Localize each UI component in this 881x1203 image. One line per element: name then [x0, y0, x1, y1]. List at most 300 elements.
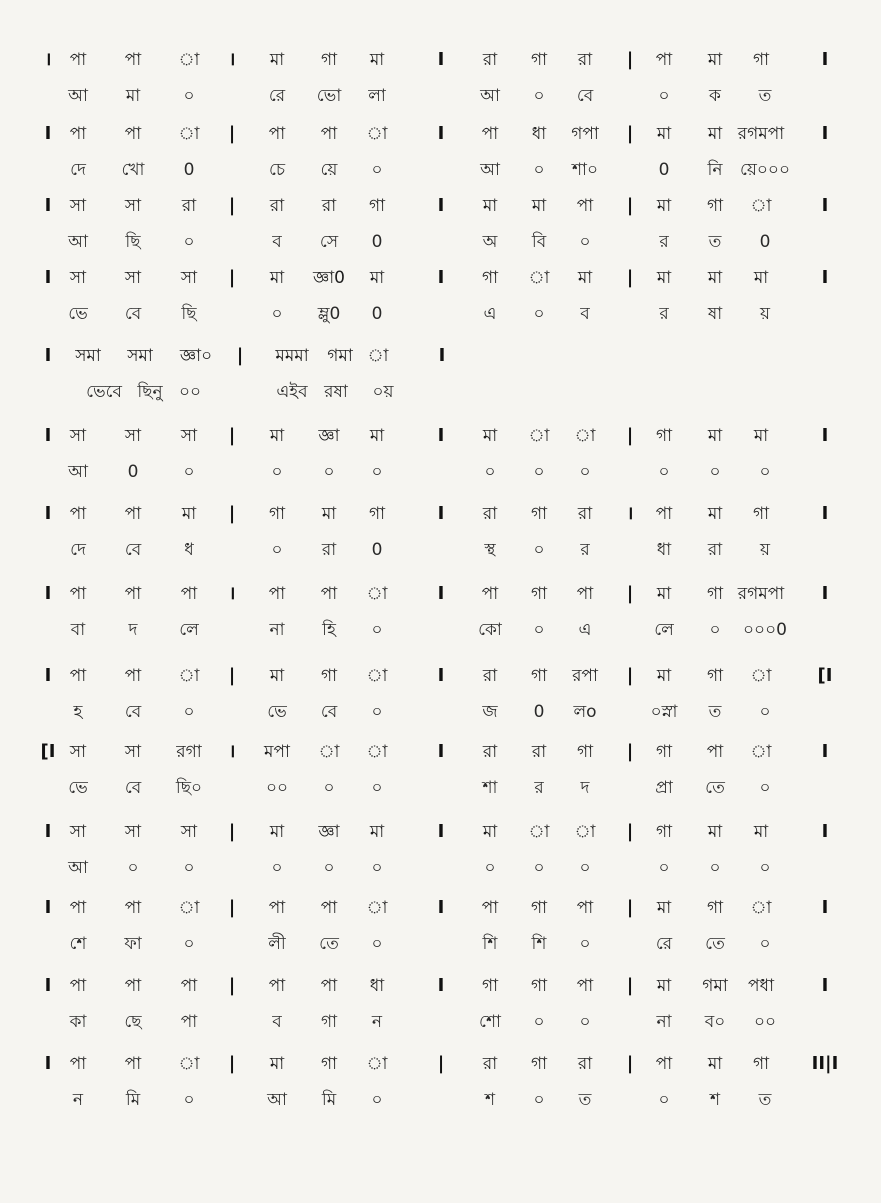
notation-stanza	[0, 968, 881, 1040]
swara-note: মা	[269, 1054, 285, 1074]
lyric-syllable: দ	[580, 778, 590, 798]
lyric-syllable: ০	[533, 1090, 545, 1110]
swara-note: মা	[656, 584, 672, 604]
lyric-syllable: ত	[758, 86, 772, 106]
swara-note: সা	[124, 426, 142, 446]
lyric-syllable: 0	[371, 304, 383, 324]
swara-note: গমা	[702, 976, 728, 996]
swara-note: মা	[181, 504, 197, 524]
swara-line	[0, 338, 881, 374]
swara-line	[0, 968, 881, 1004]
lyric-syllable: আ	[68, 86, 88, 106]
swara-note: া	[178, 666, 200, 686]
bar-line: I	[437, 665, 445, 686]
swara-note: া	[366, 1054, 388, 1074]
bar-line: |	[228, 665, 236, 686]
bar-line: |	[626, 49, 634, 70]
bar-line: I	[821, 975, 829, 996]
lyric-syllable: নি	[707, 160, 723, 180]
bar-line: |	[437, 1053, 445, 1074]
swara-note: মা	[369, 50, 385, 70]
swara-note: মা	[707, 1054, 723, 1074]
swara-note: পা	[576, 976, 594, 996]
notation-stanza	[0, 576, 881, 648]
lyric-syllable: বে	[124, 540, 142, 560]
swara-note: া	[366, 124, 388, 144]
swara-note: া	[528, 426, 550, 446]
swara-note: া	[366, 742, 388, 762]
swara-note: গা	[655, 426, 673, 446]
swara-note: মা	[656, 268, 672, 288]
notation-stanza	[0, 658, 881, 730]
lyric-syllable: রে	[655, 934, 673, 954]
lyric-line	[0, 1004, 881, 1040]
lyric-syllable: এ	[578, 620, 592, 640]
lyric-syllable: শে	[69, 934, 87, 954]
swara-note: া	[367, 346, 389, 366]
lyric-syllable: ০	[371, 778, 383, 798]
lyric-syllable: ভেবে	[86, 382, 122, 402]
lyric-syllable: পা	[180, 1012, 198, 1032]
swara-note: পা	[69, 666, 87, 686]
notation-stanza	[0, 116, 881, 188]
lyric-syllable: ষা	[707, 304, 723, 324]
bar-line: I	[821, 503, 829, 524]
swara-note: গা	[706, 584, 724, 604]
bar-line: |	[228, 503, 236, 524]
lyric-line	[0, 694, 881, 730]
lyric-syllable: ০	[709, 462, 721, 482]
notation-stanza	[0, 734, 881, 806]
lyric-syllable: দ	[128, 620, 138, 640]
bar-line: II|I	[811, 1053, 839, 1074]
swara-note: পা	[124, 50, 142, 70]
swara-line	[0, 658, 881, 694]
lyric-syllable: ব	[580, 304, 590, 324]
swara-note: গা	[268, 504, 286, 524]
swara-note: জ্ঞা০	[179, 346, 213, 366]
bar-line: |	[228, 425, 236, 446]
lyric-syllable: ০	[533, 858, 545, 878]
lyric-syllable: ছি	[181, 304, 197, 324]
lyric-syllable: ০	[658, 1090, 670, 1110]
swara-note: রা	[577, 1054, 593, 1074]
swara-note: সা	[124, 268, 142, 288]
swara-note: া	[528, 822, 550, 842]
bar-line: |	[626, 741, 634, 762]
swara-note: া	[366, 898, 388, 918]
lyric-syllable: আ	[68, 232, 88, 252]
lyric-syllable: র	[659, 304, 669, 324]
swara-note: পা	[481, 124, 499, 144]
lyric-syllable: 0	[658, 160, 670, 180]
swara-note: রগমপা	[737, 124, 785, 144]
lyric-syllable: তে	[319, 934, 339, 954]
lyric-syllable: ০	[658, 86, 670, 106]
swara-note: মা	[707, 822, 723, 842]
swara-note: গা	[530, 666, 548, 686]
lyric-syllable: ন	[371, 1012, 383, 1032]
lyric-syllable: ০	[658, 858, 670, 878]
lyric-syllable: ০	[759, 702, 771, 722]
lyric-syllable: ০	[759, 778, 771, 798]
lyric-syllable: ব	[272, 232, 282, 252]
swara-note: মা	[656, 898, 672, 918]
lyric-syllable: ০০	[753, 1012, 777, 1032]
swara-line	[0, 418, 881, 454]
bar-line: |	[626, 123, 634, 144]
bar-line: |	[626, 975, 634, 996]
lyric-syllable: শি	[482, 934, 498, 954]
bar-line: I	[821, 195, 829, 216]
swara-note: া	[178, 1054, 200, 1074]
bar-line: I	[44, 503, 52, 524]
swara-note: পা	[481, 898, 499, 918]
lyric-syllable: ত	[708, 702, 722, 722]
lyric-syllable: হি	[322, 620, 336, 640]
swara-note: মা	[321, 504, 337, 524]
swara-note: পা	[124, 976, 142, 996]
swara-note: পা	[576, 584, 594, 604]
swara-note: গা	[706, 666, 724, 686]
swara-note: পা	[124, 898, 142, 918]
lyric-syllable: ০	[371, 160, 383, 180]
swara-note: গমা	[327, 346, 353, 366]
lyric-syllable: ভো	[316, 86, 342, 106]
swara-note: মা	[482, 822, 498, 842]
swara-note: রপা	[572, 666, 598, 686]
lyric-syllable: ০০০0	[743, 620, 787, 640]
swara-note: রা	[321, 196, 337, 216]
lyric-line	[0, 770, 881, 806]
swara-note: া	[366, 666, 388, 686]
bar-line: I	[44, 123, 52, 144]
lyric-syllable: আ	[480, 160, 500, 180]
swara-note: পা	[124, 124, 142, 144]
swara-note: মা	[656, 666, 672, 686]
swara-note: পা	[655, 1054, 673, 1074]
lyric-syllable: প্রা	[655, 778, 673, 798]
bar-line: I	[44, 267, 52, 288]
bar-line: |	[626, 425, 634, 446]
lyric-syllable: ম্লু0	[317, 304, 341, 324]
lyric-syllable: ফা	[124, 934, 142, 954]
lyric-syllable: য়	[759, 540, 771, 560]
swara-note: রা	[577, 504, 593, 524]
lyric-syllable: 0	[371, 232, 383, 252]
bar-line: |	[626, 665, 634, 686]
lyric-syllable: ত	[758, 1090, 772, 1110]
swara-note: গা	[655, 822, 673, 842]
swara-note: গা	[530, 504, 548, 524]
swara-note: পা	[268, 898, 286, 918]
swara-note: া	[750, 742, 772, 762]
lyric-syllable: কো	[478, 620, 502, 640]
lyric-syllable: শি	[531, 934, 547, 954]
swara-note: মা	[707, 268, 723, 288]
lyric-syllable: ০	[183, 232, 195, 252]
lyric-syllable: মি	[125, 1090, 141, 1110]
lyric-syllable: ছি	[125, 232, 141, 252]
swara-note: রা	[482, 504, 498, 524]
swara-note: গা	[530, 898, 548, 918]
lyric-line	[0, 152, 881, 188]
swara-note: মা	[369, 268, 385, 288]
lyric-syllable: বে	[124, 304, 142, 324]
swara-note: া	[178, 50, 200, 70]
swara-note: মা	[577, 268, 593, 288]
lyric-syllable: ০	[579, 934, 591, 954]
swara-note: ধা	[531, 124, 547, 144]
lyric-syllable: স্থ	[484, 540, 496, 560]
lyric-syllable: ০	[271, 540, 283, 560]
lyric-syllable: র	[534, 778, 544, 798]
notation-stanza	[0, 418, 881, 490]
lyric-syllable: ০০	[265, 778, 289, 798]
lyric-syllable: ভে	[68, 304, 88, 324]
lyric-syllable: ০	[533, 462, 545, 482]
lyric-syllable: ০	[271, 462, 283, 482]
swara-note: জ্ঞা	[318, 822, 340, 842]
swara-line	[0, 1046, 881, 1082]
lyric-syllable: ০	[371, 934, 383, 954]
lyric-syllable: ০	[371, 1090, 383, 1110]
lyric-syllable: ০	[271, 304, 283, 324]
swara-note: রা	[482, 666, 498, 686]
bar-line: ।	[228, 583, 236, 604]
lyric-syllable: ০	[183, 858, 195, 878]
swara-note: গা	[530, 584, 548, 604]
lyric-syllable: খো	[121, 160, 145, 180]
lyric-syllable: য়ে০০০	[739, 160, 791, 180]
swara-note: গা	[530, 976, 548, 996]
lyric-syllable: ধ	[184, 540, 194, 560]
lyric-syllable: ০	[579, 858, 591, 878]
swara-note: পা	[320, 124, 338, 144]
lyric-syllable: শ	[709, 1090, 721, 1110]
swara-note: সা	[69, 426, 87, 446]
lyric-syllable: ০	[759, 462, 771, 482]
lyric-syllable: ধা	[656, 540, 672, 560]
bar-line: I	[437, 821, 445, 842]
notation-stanza	[0, 1046, 881, 1118]
lyric-syllable: ত	[708, 232, 722, 252]
lyric-syllable: আ	[68, 462, 88, 482]
swara-note: গা	[752, 504, 770, 524]
swara-note: পা	[124, 504, 142, 524]
swara-note: ধা	[369, 976, 385, 996]
swara-note: পা	[69, 584, 87, 604]
swara-note: সা	[124, 196, 142, 216]
bar-line: I	[437, 897, 445, 918]
swara-note: সা	[124, 742, 142, 762]
lyric-syllable: গা	[320, 1012, 338, 1032]
lyric-syllable: র	[580, 540, 590, 560]
bar-line: I	[437, 49, 445, 70]
lyric-syllable: ন	[72, 1090, 84, 1110]
swara-note: সা	[69, 196, 87, 216]
lyric-line	[0, 1082, 881, 1118]
lyric-syllable: এইব	[276, 382, 308, 402]
swara-note: রা	[482, 1054, 498, 1074]
swara-note: মা	[656, 196, 672, 216]
lyric-syllable: বা	[70, 620, 86, 640]
swara-note: গা	[576, 742, 594, 762]
swara-note: গা	[368, 504, 386, 524]
lyric-syllable: বে	[124, 702, 142, 722]
bar-line: |	[626, 897, 634, 918]
swara-note: মা	[369, 822, 385, 842]
swara-note: রা	[531, 742, 547, 762]
bar-line: I	[437, 503, 445, 524]
swara-note: রা	[269, 196, 285, 216]
swara-note: সমা	[75, 346, 101, 366]
swara-note: গা	[706, 196, 724, 216]
notation-stanza	[0, 42, 881, 114]
lyric-syllable: হ	[73, 702, 83, 722]
bar-line: I	[44, 665, 52, 686]
swara-note: পা	[124, 1054, 142, 1074]
lyric-syllable: ০	[579, 232, 591, 252]
lyric-syllable: ০	[709, 858, 721, 878]
swara-note: া	[750, 898, 772, 918]
lyric-syllable: সে	[319, 232, 339, 252]
swara-line	[0, 890, 881, 926]
swara-note: মা	[656, 976, 672, 996]
bar-line: I	[44, 345, 52, 366]
bar-line: I	[821, 583, 829, 604]
lyric-line	[0, 224, 881, 260]
swara-note: গা	[320, 666, 338, 686]
lyric-syllable: ০স্না	[650, 702, 678, 722]
lyric-syllable: 0	[127, 462, 139, 482]
bar-line: |	[228, 1053, 236, 1074]
swara-note: গা	[530, 50, 548, 70]
swara-note: গা	[481, 268, 499, 288]
notation-stanza	[0, 188, 881, 260]
bar-line: |	[228, 195, 236, 216]
bar-line: I	[44, 425, 52, 446]
swara-line	[0, 188, 881, 224]
swara-note: মা	[707, 426, 723, 446]
swara-note: জ্ঞা0	[312, 268, 346, 288]
notation-stanza	[0, 338, 881, 410]
lyric-syllable: ০	[271, 858, 283, 878]
swara-note: গা	[530, 1054, 548, 1074]
swara-note: পধা	[748, 976, 774, 996]
swara-note: া	[750, 666, 772, 686]
lyric-syllable: ০	[371, 702, 383, 722]
lyric-syllable: ০	[183, 462, 195, 482]
lyric-syllable: বে	[124, 778, 142, 798]
swara-note: সমা	[127, 346, 153, 366]
lyric-syllable: লo	[573, 702, 597, 722]
swara-note: রগমপা	[737, 584, 785, 604]
swara-note: পা	[268, 124, 286, 144]
swara-note: মা	[269, 268, 285, 288]
lyric-syllable: এ	[483, 304, 497, 324]
swara-line	[0, 496, 881, 532]
lyric-syllable: রা	[707, 540, 723, 560]
lyric-syllable: আ	[480, 86, 500, 106]
swara-note: মা	[753, 426, 769, 446]
lyric-syllable: য়	[759, 304, 771, 324]
bar-line: I	[821, 49, 829, 70]
swara-note: মা	[269, 666, 285, 686]
lyric-syllable: ০	[533, 304, 545, 324]
lyric-syllable: রা	[321, 540, 337, 560]
swara-note: া	[318, 742, 340, 762]
bar-line: I	[821, 267, 829, 288]
bar-line: |	[228, 123, 236, 144]
swara-note: রগা	[176, 742, 202, 762]
lyric-syllable: ০	[183, 702, 195, 722]
lyric-syllable: ০	[658, 462, 670, 482]
bar-line: I	[437, 741, 445, 762]
lyric-syllable: দে	[70, 160, 86, 180]
swara-note: পা	[69, 898, 87, 918]
lyric-syllable: লী	[268, 934, 286, 954]
swara-note: া	[574, 822, 596, 842]
swara-note: জ্ঞা	[318, 426, 340, 446]
lyric-syllable: ক	[709, 86, 721, 106]
swara-note: পা	[320, 584, 338, 604]
bar-line: |	[228, 897, 236, 918]
lyric-syllable: ০	[183, 934, 195, 954]
lyric-syllable: ০	[323, 778, 335, 798]
bar-line: I	[44, 897, 52, 918]
swara-note: গপা	[571, 124, 599, 144]
swara-note: পা	[69, 1054, 87, 1074]
swara-note: সা	[180, 268, 198, 288]
lyric-syllable: ০	[323, 858, 335, 878]
bar-line: ।	[44, 49, 52, 70]
lyric-syllable: রষা	[324, 382, 348, 402]
swara-note: পা	[320, 976, 338, 996]
bar-line: I	[821, 123, 829, 144]
lyric-syllable: 0	[371, 540, 383, 560]
swara-note: মা	[656, 124, 672, 144]
bar-line: I	[821, 741, 829, 762]
swara-note: সা	[69, 268, 87, 288]
swara-note: মা	[269, 50, 285, 70]
swara-note: গা	[752, 50, 770, 70]
lyric-syllable: ০	[371, 462, 383, 482]
lyric-line	[0, 850, 881, 886]
lyric-syllable: ০	[323, 462, 335, 482]
lyric-syllable: ০	[183, 1090, 195, 1110]
swara-note: া	[178, 124, 200, 144]
swara-note: া	[366, 584, 388, 604]
notation-stanza	[0, 496, 881, 568]
lyric-syllable: ব	[272, 1012, 282, 1032]
swara-note: রা	[181, 196, 197, 216]
lyric-syllable: ০	[759, 934, 771, 954]
lyric-syllable: লে	[654, 620, 674, 640]
lyric-syllable: বে	[576, 86, 594, 106]
swara-note: পা	[124, 584, 142, 604]
lyric-syllable: ০	[709, 620, 721, 640]
lyric-syllable: লে	[179, 620, 199, 640]
swara-note: পা	[655, 504, 673, 524]
lyric-syllable: ০	[371, 858, 383, 878]
swara-note: মা	[269, 426, 285, 446]
swara-note: মা	[707, 124, 723, 144]
swara-note: মা	[753, 822, 769, 842]
swara-note: গা	[320, 1054, 338, 1074]
swara-note: গা	[481, 976, 499, 996]
bar-line: [I	[40, 741, 56, 762]
